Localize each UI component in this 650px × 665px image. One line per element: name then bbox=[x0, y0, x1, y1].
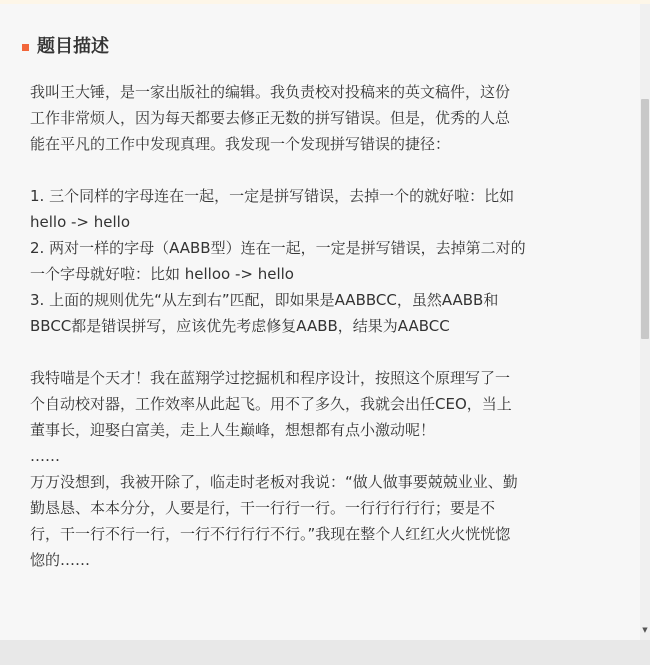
rule-line: hello -> hello bbox=[30, 213, 131, 231]
rule-line: 3. 上面的规则优先“从左到右”匹配，即如果是AABBCC，虽然AABB和 bbox=[30, 291, 499, 309]
bottom-bar bbox=[0, 640, 650, 665]
paragraph-gap bbox=[30, 339, 612, 365]
scrollbar-thumb[interactable] bbox=[641, 99, 649, 339]
rule-line: 一个字母就好啦：比如 helloo -> hello bbox=[30, 265, 294, 283]
description-line: 我叫王大锤，是一家出版社的编辑。我负责校对投稿来的英文稿件，这份 bbox=[30, 83, 511, 101]
section-heading bbox=[22, 34, 109, 60]
vertical-scrollbar[interactable] bbox=[640, 4, 650, 640]
story-line: 勤恳恳、本本分分，人要是行，干一行行一行。一行行行行行；要是不 bbox=[30, 499, 496, 517]
story-line: 万万没想到，我被开除了，临走时老板对我说：“做人做事要兢兢业业、勤 bbox=[30, 473, 518, 491]
section-title: 题目描述 bbox=[37, 36, 109, 57]
story-line: 行，干一行不行一行，一行不行行行不行。”我现在整个人红红火火恍恍惚 bbox=[30, 525, 511, 543]
story-line: …… bbox=[30, 447, 60, 465]
story-line: 个自动校对器，工作效率从此起飞。用不了多久，我就会出任CEO，当上 bbox=[30, 395, 512, 413]
problem-description bbox=[30, 79, 612, 573]
story-line: 我特喵是个天才！我在蓝翔学过挖掘机和程序设计，按照这个原理写了一 bbox=[30, 369, 511, 387]
rule-line: 2. 两对一样的字母（AABB型）连在一起，一定是拼写错误，去掉第二对的 bbox=[30, 239, 526, 257]
description-line: 能在平凡的工作中发现真理。我发现一个发现拼写错误的捷径： bbox=[30, 135, 451, 153]
story-line: 惚的…… bbox=[30, 551, 91, 569]
description-line: 工作非常烦人，因为每天都要去修正无数的拼写错误。但是，优秀的人总 bbox=[30, 109, 511, 127]
paragraph-gap bbox=[30, 157, 612, 183]
rule-line: BBCC都是错误拼写，应该优先考虑修复AABB，结果为AABCC bbox=[30, 317, 450, 335]
heading-marker-icon bbox=[22, 44, 29, 51]
story-line: 董事长，迎娶白富美，走上人生巅峰，想想都有点小激动呢！ bbox=[30, 421, 436, 439]
problem-panel bbox=[0, 4, 640, 640]
scroll-down-arrow-icon[interactable]: ▼ bbox=[642, 626, 648, 634]
rule-line: 1. 三个同样的字母连在一起，一定是拼写错误，去掉一个的就好啦：比如 bbox=[30, 187, 515, 205]
